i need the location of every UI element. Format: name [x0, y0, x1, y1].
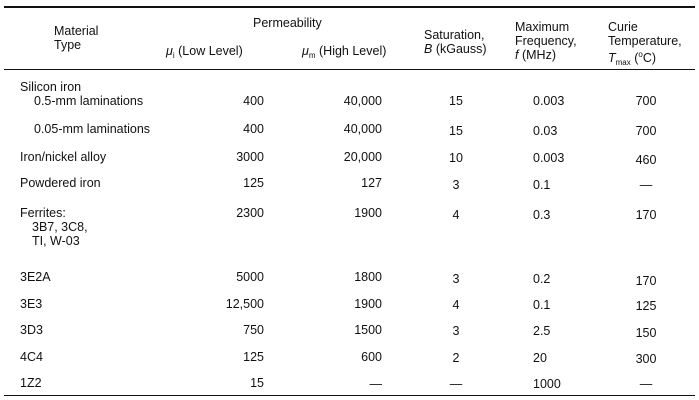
header-mu-m — [302, 44, 386, 63]
mu-m-subscript: m — [308, 51, 316, 60]
row-3-mu-m: 20,000 — [343, 150, 382, 164]
row-2-mu-i: 400 — [243, 122, 264, 136]
row-3-saturation: 10 — [449, 151, 463, 165]
row-6-saturation: 3 — [452, 272, 460, 286]
row-1-mu-m: 40,000 — [343, 94, 382, 108]
row-1-material-line-2: 0.5-mm laminations — [34, 94, 144, 108]
row-2-mu-m: 40,000 — [343, 122, 382, 136]
row-1-max-freq: 0.003 — [533, 94, 565, 108]
curie-t-symbol: T — [608, 51, 616, 65]
row-1-material-line-1: Silicon iron — [20, 80, 82, 94]
row-4-material: Powdered iron — [20, 176, 101, 190]
row-7-mu-m: 1900 — [354, 297, 382, 311]
curie-unit-open: ( — [634, 51, 639, 65]
row-8-saturation: 3 — [452, 324, 460, 338]
row-5-mu-m: 1900 — [354, 206, 382, 220]
row-5-max-freq: 0.3 — [533, 208, 551, 222]
row-5-material-line-3: TI, W-03 — [32, 234, 80, 248]
max-freq-unit: (MHz) — [521, 48, 556, 62]
row-7-material: 3E3 — [20, 297, 43, 311]
row-9-mu-m: 600 — [361, 350, 382, 364]
row-5-material-line-1: Ferrites: — [20, 206, 66, 220]
row-10-saturation: — — [449, 377, 463, 391]
mu-m-symbol: μ — [302, 44, 309, 58]
row-7-saturation: 4 — [452, 298, 460, 312]
row-4-saturation: 3 — [452, 178, 460, 192]
table-bottom-rule — [4, 395, 695, 396]
row-2-material: 0.05-mm laminations — [34, 122, 151, 136]
curie-subscript: max — [615, 58, 631, 67]
row-10-curie: — — [639, 377, 653, 391]
row-3-curie: 460 — [635, 153, 657, 167]
row-8-curie: 150 — [635, 326, 657, 340]
row-9-material: 4C4 — [20, 350, 43, 364]
header-mu-i — [166, 44, 243, 63]
row-5-material-line-2: 3B7, 3C8, — [32, 220, 88, 234]
mu-m-label: (High Level) — [319, 44, 387, 58]
row-8-mu-m: 1500 — [354, 323, 382, 337]
header-curie-line-2: Temperature, — [608, 34, 682, 48]
row-10-material: 1Z2 — [20, 376, 42, 390]
row-7-max-freq: 0.1 — [533, 298, 551, 312]
row-7-curie: 125 — [635, 299, 657, 313]
row-7-mu-i: 12,500 — [225, 297, 264, 311]
row-1-mu-i: 400 — [243, 94, 264, 108]
header-max-freq-units — [515, 48, 556, 62]
mu-i-label: (Low Level) — [178, 44, 243, 58]
row-5-saturation: 4 — [452, 208, 460, 222]
row-1-curie: 700 — [635, 94, 657, 108]
row-9-curie: 300 — [635, 352, 657, 366]
header-bottom-rule — [4, 69, 695, 70]
curie-unit-close: C) — [642, 51, 657, 65]
row-3-max-freq: 0.003 — [533, 151, 565, 165]
mu-i-subscript: i — [172, 51, 175, 60]
saturation-unit: (kGauss) — [435, 42, 487, 56]
row-6-mu-i: 5000 — [236, 270, 264, 284]
row-4-curie: — — [639, 178, 653, 192]
row-10-max-freq: 1000 — [533, 377, 561, 391]
header-permeability: Permeability — [253, 16, 322, 30]
row-6-curie: 170 — [635, 274, 657, 288]
row-3-mu-i: 3000 — [236, 150, 264, 164]
row-9-max-freq: 20 — [533, 351, 547, 365]
mu-i-symbol: μ — [166, 44, 173, 58]
header-saturation-units — [424, 42, 487, 56]
row-2-max-freq: 0.03 — [533, 124, 558, 138]
row-5-mu-i: 2300 — [236, 206, 264, 220]
curie-unit-degree: o — [638, 50, 643, 59]
header-curie-units — [608, 48, 656, 70]
row-6-material: 3E2A — [20, 270, 51, 284]
row-4-mu-i: 125 — [243, 176, 264, 190]
row-2-curie: 700 — [635, 124, 657, 138]
max-freq-f-symbol: f — [515, 48, 519, 62]
row-10-mu-m: — — [369, 377, 382, 391]
row-10-mu-i: 15 — [250, 376, 264, 390]
row-4-mu-m: 127 — [361, 176, 382, 190]
header-material-type-line-1: Material — [54, 24, 99, 38]
header-material-type-line-2: Type — [54, 38, 82, 52]
row-8-mu-i: 750 — [243, 323, 264, 337]
row-9-mu-i: 125 — [243, 350, 264, 364]
row-2-saturation: 15 — [449, 124, 463, 138]
header-saturation: Saturation, — [424, 28, 485, 42]
header-max-freq-line-1: Maximum — [515, 20, 570, 34]
saturation-b-symbol: B — [424, 42, 433, 56]
row-3-material: Iron/nickel alloy — [20, 150, 107, 164]
row-6-max-freq: 0.2 — [533, 272, 551, 286]
row-9-saturation: 2 — [452, 351, 460, 365]
row-8-max-freq: 2.5 — [533, 324, 551, 338]
row-5-curie: 170 — [635, 208, 657, 222]
header-curie-line-1: Curie — [608, 20, 638, 34]
header-max-freq-line-2: Frequency, — [515, 34, 577, 48]
row-1-saturation: 15 — [449, 94, 463, 108]
table-top-rule — [4, 6, 695, 8]
row-8-material: 3D3 — [20, 323, 43, 337]
row-4-max-freq: 0.1 — [533, 178, 551, 192]
row-6-mu-m: 1800 — [354, 270, 382, 284]
